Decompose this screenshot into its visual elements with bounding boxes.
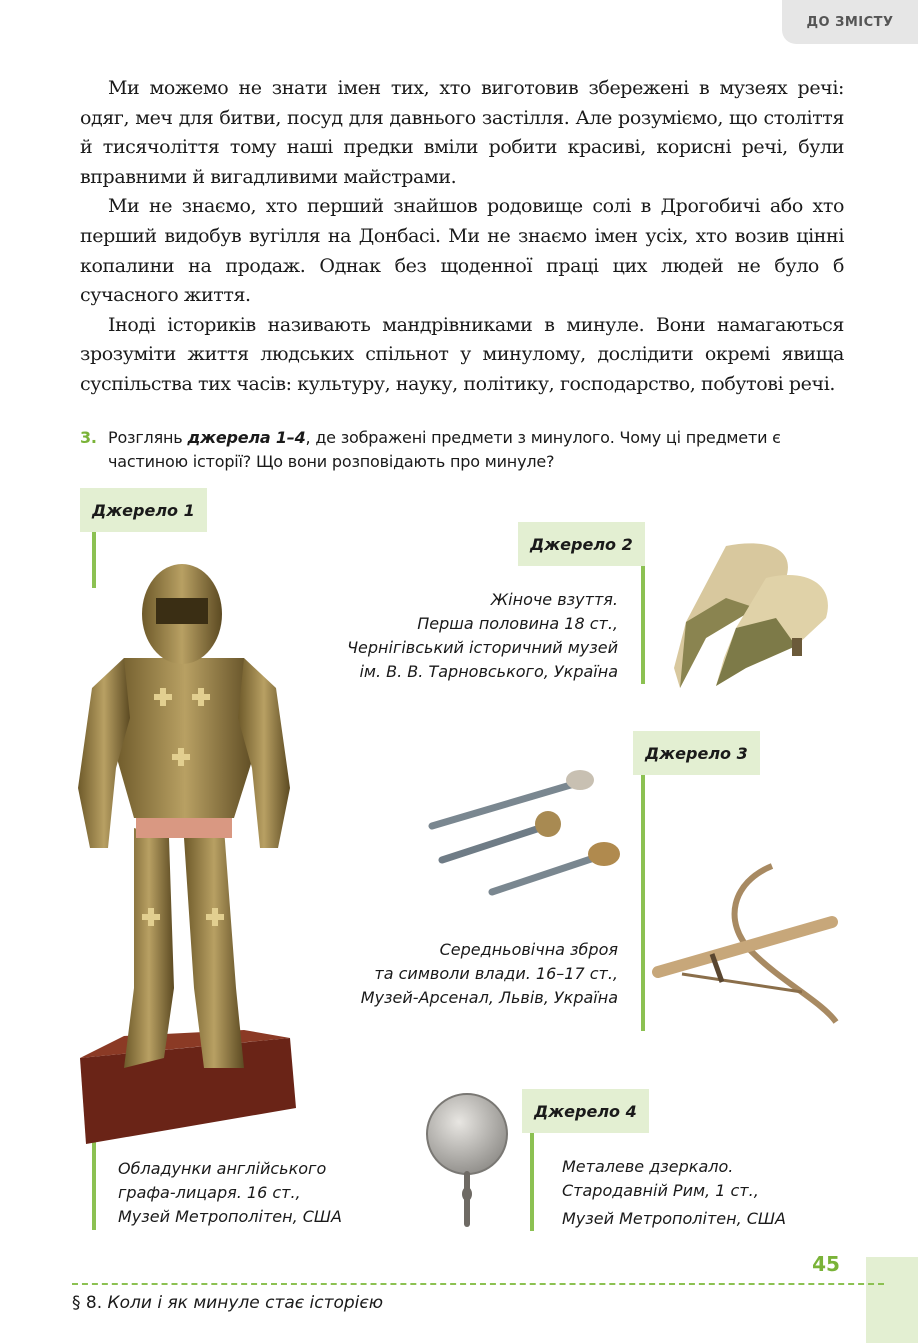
source-3-bar xyxy=(641,775,645,1031)
source-4-label: Джерело 4 xyxy=(522,1089,649,1133)
source-1-bar-bottom xyxy=(92,1142,96,1230)
task-3 xyxy=(80,426,848,474)
source-4-caption-line: Музей Метрополітен, США xyxy=(562,1209,786,1228)
body-text xyxy=(80,74,844,400)
source-2-caption-line: Жіноче взуття. xyxy=(490,590,618,609)
source-4-caption-line: Стародавній Рим, 1 ст., xyxy=(562,1181,759,1200)
source-1-caption-line: Обладунки англійського xyxy=(118,1159,327,1178)
task-emphasis: джерела 1–4 xyxy=(187,428,306,447)
maces-illustration xyxy=(424,762,634,902)
source-3-caption xyxy=(310,938,618,1010)
page-number: 45 xyxy=(812,1252,840,1276)
footer-divider xyxy=(72,1283,884,1285)
source-2-label: Джерело 2 xyxy=(518,522,645,566)
crossbow-illustration xyxy=(652,862,840,1032)
source-2-caption-line: Перша половина 18 ст., xyxy=(417,614,618,633)
source-3-caption-line: та символи влади. 16–17 ст., xyxy=(374,964,618,983)
source-1-label: Джерело 1 xyxy=(80,488,207,532)
source-3-caption-line: Середньовічна зброя xyxy=(439,940,618,959)
paragraph-2: Ми не знаємо, хто перший знайшов родовище солі в Дрогобичі або хто перший видобув вугілля на Донбасі. Ми не знаємо імен усіх, хто возив цінні копалини на продаж. Однак без щоденної праці цих людей не було б сучасного життя. xyxy=(80,195,844,307)
mirror-illustration xyxy=(424,1090,514,1230)
source-1-caption-line: Музей Метрополітен, США xyxy=(118,1207,342,1226)
section-number: § 8. xyxy=(72,1293,103,1313)
task-text-start: Розглянь xyxy=(108,428,188,447)
source-2-caption xyxy=(290,588,618,684)
source-3-caption-line: Музей-Арсенал, Львів, Україна xyxy=(360,988,618,1007)
source-2-bar xyxy=(641,566,645,684)
page-number-box xyxy=(866,1257,918,1343)
source-3-label: Джерело 3 xyxy=(633,731,760,775)
source-2-caption-line: ім. В. В. Тарновського, Україна xyxy=(359,662,618,681)
source-4-bar xyxy=(530,1133,534,1231)
section-title: Коли і як минуле стає історією xyxy=(107,1293,384,1313)
source-1-caption xyxy=(118,1157,342,1229)
task-text xyxy=(108,426,848,474)
source-1-caption-line: графа-лицаря. 16 ст., xyxy=(118,1183,301,1202)
task-number: 3. xyxy=(80,428,97,447)
toc-link[interactable]: ДО ЗМІСТУ xyxy=(782,0,918,44)
armor-illustration xyxy=(64,548,314,1148)
source-2-caption-line: Чернігівський історичний музей xyxy=(347,638,618,657)
paragraph-3: Іноді істориків називають мандрівниками в минуле. Вони намагаються зрозуміти життя людських спільнот у минулому, дослідити окремі явища суспільства тих часів: культуру, науку, політику, господарство, побутові речі. xyxy=(80,313,844,395)
shoes-illustration xyxy=(666,538,836,690)
task-text-end: , де зображені предмети з минулого. Чому ці предмети є частиною історії? Що вони розповідають про минуле? xyxy=(108,428,781,471)
source-4-caption xyxy=(562,1155,786,1231)
footer-section xyxy=(72,1293,383,1313)
source-4-caption-line: Металеве дзеркало. xyxy=(562,1157,734,1176)
paragraph-1: Ми можемо не знати імен тих, хто виготовив збережені в музеях речі: одяг, меч для битви, посуд для давнього застілля. Але розуміємо, що століття й тисячоліття тому наші предки вміли робити красиві, корисні речі, були вправними й вигадливими майстрами. xyxy=(80,77,844,188)
